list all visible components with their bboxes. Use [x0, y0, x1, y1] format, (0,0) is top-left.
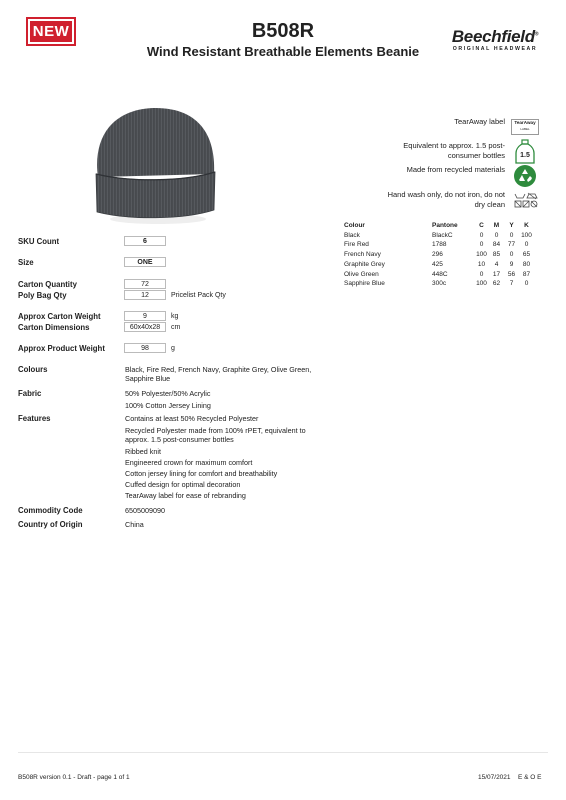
footer-divider	[18, 752, 548, 753]
fabric-line: 50% Polyester/50% Acrylic	[125, 389, 211, 398]
svg-text:1.5: 1.5	[520, 152, 530, 159]
table-row: Black BlackC 0 0 0 100	[344, 231, 532, 239]
brand-name: Beechfield	[451, 27, 535, 46]
brand-mark: ®	[534, 31, 539, 38]
carton-quantity-value: 72	[124, 279, 166, 289]
commodity-code-label: Commodity Code	[18, 506, 83, 515]
product-image	[88, 102, 223, 232]
feature-line: Cuffed design for optimal decoration	[125, 480, 241, 489]
brand-tagline: ORIGINAL HEADWEAR	[452, 46, 538, 52]
fabric-line: 100% Cotton Jersey Lining	[125, 401, 211, 410]
feature-care-text: Hand wash only, do not iron, do not dry clean	[387, 190, 505, 209]
care-symbols-icon	[513, 191, 539, 214]
size-value: ONE	[124, 257, 166, 267]
footer-eoe: E & O E	[518, 774, 542, 781]
footer-date: 15/07/2021	[478, 774, 511, 781]
feature-line: Engineered crown for maximum comfort	[125, 458, 253, 467]
poly-bag-value: 12	[124, 290, 166, 300]
header-m: M	[493, 222, 500, 229]
table-row: Olive Green 448C 0 17 56 87	[344, 270, 531, 278]
feature-tearaway-text: TearAway label	[454, 117, 505, 126]
pricelist-pack-note: Pricelist Pack Qty	[171, 292, 226, 299]
header-c: C	[479, 222, 484, 229]
feature-line: Ribbed knit	[125, 447, 161, 456]
commodity-code-value: 6505009090	[125, 506, 165, 515]
carton-dimensions-value: 60x40x28	[124, 322, 166, 332]
carton-weight-unit: kg	[171, 313, 179, 320]
table-row: French Navy 296 100 85 0 65	[344, 251, 531, 259]
table-row: Fire Red 1788 0 84 77 0	[344, 241, 529, 249]
product-weight-label: Approx Product Weight	[18, 344, 105, 353]
sku-count-label: SKU Count	[18, 237, 60, 246]
size-label: Size	[18, 258, 34, 267]
footer-version: B508R version 0.1 - Draft - page 1 of 1	[18, 774, 130, 781]
colours-label: Colours	[18, 365, 48, 374]
header-y: Y	[509, 222, 514, 229]
feature-line: TearAway label for ease of rebranding	[125, 491, 246, 500]
fabric-label: Fabric	[18, 389, 42, 398]
poly-bag-label: Poly Bag Qty	[18, 291, 67, 300]
colour-table-header	[344, 221, 534, 231]
country-label: Country of Origin	[18, 520, 83, 529]
features-label: Features	[18, 414, 51, 423]
feature-bottle-text: Equivalent to approx. 1.5 post-consumer bottles	[403, 141, 505, 160]
product-name: Wind Resistant Breathable Elements Beanie	[146, 44, 420, 59]
recycle-icon	[513, 164, 537, 193]
carton-weight-label: Approx Carton Weight	[18, 312, 101, 321]
product-code: B508R	[251, 20, 315, 42]
header-k: K	[524, 222, 529, 229]
table-row: Graphite Grey 425 10 4 9 80	[344, 260, 531, 268]
tearaway-label-icon: TearAway LABEL	[511, 119, 539, 135]
colour-table	[344, 221, 534, 289]
brand-logo	[448, 27, 542, 52]
product-weight-value: 98	[124, 343, 166, 353]
carton-dimensions-unit: cm	[171, 324, 181, 331]
table-row: Sapphire Blue 300c 100 62 7 0	[344, 280, 529, 288]
product-weight-unit: g	[171, 345, 175, 352]
carton-weight-value: 9	[124, 311, 166, 321]
feature-line: Recycled Polyester made from 100% rPET, equivalent to approx. 1.5 post-consumer bottles	[125, 426, 306, 444]
new-badge-label: NEW	[30, 21, 72, 42]
carton-quantity-label: Carton Quantity	[18, 280, 77, 289]
feature-line: Contains at least 50% Recycled Polyester	[125, 414, 259, 423]
header-colour: Colour	[344, 222, 365, 229]
header-pantone: Pantone	[432, 222, 458, 229]
feature-line: Cotton jersey lining for comfort and breathability	[125, 469, 278, 478]
sku-count-value: 6	[124, 236, 166, 246]
colours-value: Black, Fire Red, French Navy, Graphite Grey, Olive Green, Sapphire Blue	[125, 365, 312, 383]
feature-recycled-text: Made from recycled materials	[406, 165, 505, 174]
carton-dimensions-label: Carton Dimensions	[18, 323, 90, 332]
country-value: China	[125, 520, 144, 529]
